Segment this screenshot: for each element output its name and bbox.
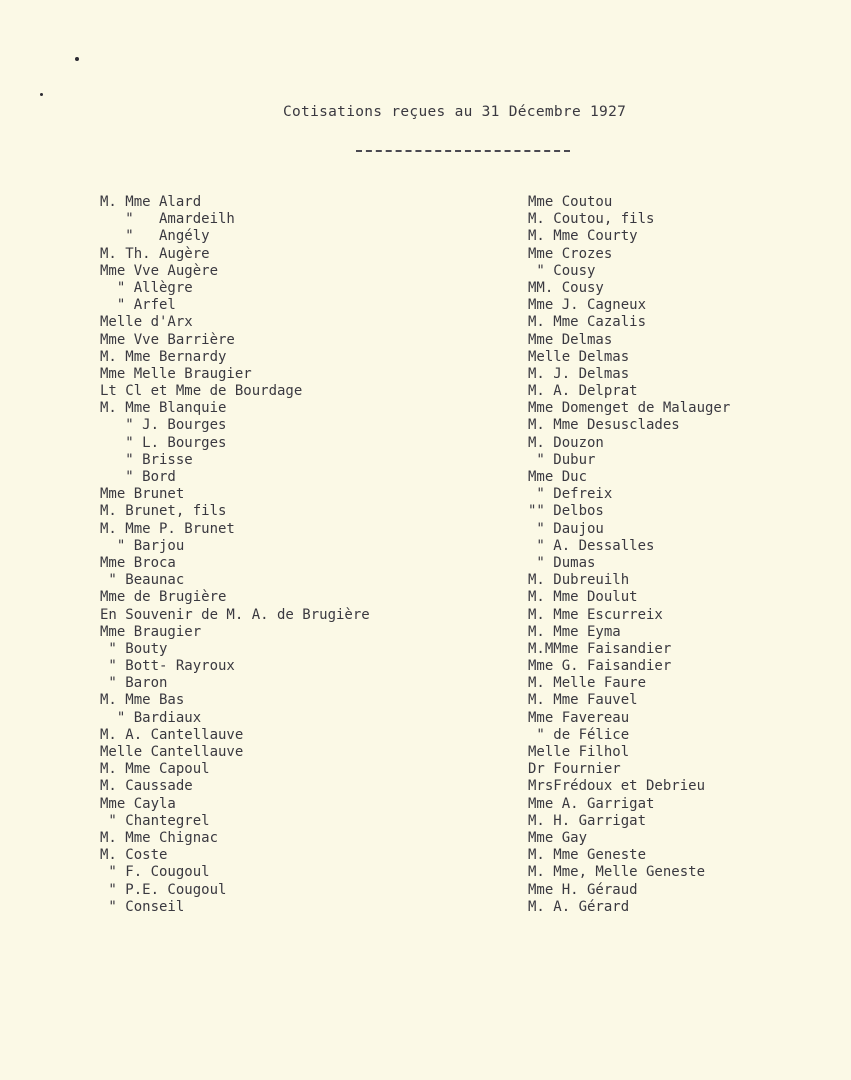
list-entry: M. Mme Blanquie (100, 400, 227, 417)
list-entry: Melle Cantellauve (100, 744, 244, 760)
list-entry: Mme H. Géraud (528, 881, 638, 898)
ink-speck (75, 57, 79, 61)
list-entry: M. Mme Bernardy (100, 348, 227, 365)
list-entry: " F. Cougoul (100, 864, 210, 881)
list-entry: Mme Braugier (100, 623, 202, 640)
list-entry: Melle d'Arx (100, 314, 193, 331)
list-entry: M. Mme, Melle Geneste (528, 864, 706, 881)
list-entry: " J. Bourges (100, 417, 227, 434)
list-entry: " Defreix (528, 486, 613, 503)
right-column-list (528, 194, 730, 916)
list-entry: " Cousy (528, 262, 596, 279)
list-entry: " de Félice (528, 726, 630, 743)
list-entry: M. Melle Faure (528, 675, 647, 692)
list-entry: M. Mme Alard (100, 194, 202, 210)
list-entry: M. Mme Cazalis (528, 314, 647, 331)
list-entry: " Angély (100, 228, 210, 245)
list-entry: " Bardiaux (100, 709, 202, 726)
document-title: Cotisations reçues au 31 Décembre 1927 (283, 104, 627, 120)
list-entry: " Dumas (528, 554, 596, 571)
list-entry: Lt Cl et Mme de Bourdage (100, 383, 303, 400)
list-entry: M. J. Delmas (528, 365, 630, 382)
list-entry: " Chantegrel (100, 812, 210, 829)
list-entry: " Bord (100, 469, 176, 485)
list-entry: M. A. Gérard (528, 898, 630, 915)
list-entry: Mme Domenget de Malauger (528, 400, 731, 417)
list-entry: M. Caussade (100, 778, 193, 795)
list-entry: M. Th. Augère (100, 245, 210, 262)
list-entry: " A. Dessalles (528, 537, 655, 554)
list-entry: M. Mme P. Brunet (100, 520, 235, 537)
list-entry: M. Mme Bas (100, 692, 185, 709)
list-entry: M. Mme Chignac (100, 829, 219, 846)
ink-speck (40, 93, 43, 96)
list-entry: "" Delbos (528, 503, 604, 520)
list-entry: Mme Brunet (100, 486, 185, 503)
list-entry: Mme J. Cagneux (528, 297, 647, 314)
left-column-list (100, 194, 370, 916)
list-entry: " Allègre (100, 279, 193, 296)
list-entry: MrsFrédoux et Debrieu (528, 778, 706, 795)
list-entry: M. A. Cantellauve (100, 726, 244, 743)
list-entry: M.MMme Faisandier (528, 640, 672, 657)
list-entry: Mme Coutou (528, 194, 613, 210)
list-entry: M. Mme Geneste (528, 847, 647, 864)
list-entry: Mme Cayla (100, 795, 176, 812)
list-entry: M. Mme Courty (528, 228, 638, 245)
list-entry: " Baron (100, 675, 168, 692)
list-entry: M. Mme Eyma (528, 623, 621, 640)
list-entry: " Dubur (528, 451, 596, 468)
list-entry: M. Coutou, fils (528, 211, 655, 228)
list-entry: Mme Vve Augère (100, 262, 219, 279)
list-entry: M. Douzon (528, 434, 604, 451)
list-entry: Mme G. Faisandier (528, 658, 672, 675)
list-entry: Mme Duc (528, 469, 588, 485)
list-entry: " Beaunac (100, 572, 185, 589)
list-entry: Mme Melle Braugier (100, 365, 252, 382)
list-entry: " Amardeilh (100, 211, 235, 228)
list-entry: M. Dubreuilh (528, 572, 630, 589)
list-entry: " Barjou (100, 537, 185, 554)
list-entry: " Arfel (100, 297, 176, 314)
list-entry: M. Mme Doulut (528, 589, 638, 606)
title-divider (356, 150, 570, 152)
list-entry: M. Mme Desusclades (528, 417, 680, 434)
list-entry: M. H. Garrigat (528, 812, 647, 829)
list-entry: M. A. Delprat (528, 383, 638, 400)
list-entry: M. Mme Escurreix (528, 606, 663, 623)
list-entry: Mme Vve Barrière (100, 331, 235, 348)
list-entry: " Bouty (100, 640, 168, 657)
list-entry: M. Mme Fauvel (528, 692, 638, 709)
list-entry: M. Brunet, fils (100, 503, 227, 520)
list-entry: " L. Bourges (100, 434, 227, 451)
list-entry: Melle Delmas (528, 348, 630, 365)
list-entry: M. Mme Capoul (100, 761, 210, 778)
list-entry: Mme A. Garrigat (528, 795, 655, 812)
list-entry: Mme Delmas (528, 331, 613, 348)
list-entry: " Bott- Rayroux (100, 658, 235, 675)
list-entry: Dr Fournier (528, 761, 621, 778)
list-entry: " Brisse (100, 451, 193, 468)
list-entry: Mme Crozes (528, 245, 613, 262)
list-entry: " P.E. Cougoul (100, 881, 227, 898)
list-entry: Mme Favereau (528, 709, 630, 726)
list-entry: En Souvenir de M. A. de Brugière (100, 606, 370, 623)
list-entry: Mme Broca (100, 554, 176, 571)
list-entry: Mme Gay (528, 829, 588, 846)
list-entry: " Conseil (100, 898, 185, 915)
list-entry: MM. Cousy (528, 279, 604, 296)
list-entry: Mme de Brugière (100, 589, 227, 606)
list-entry: " Daujou (528, 520, 604, 537)
list-entry: Melle Filhol (528, 744, 630, 760)
list-entry: M. Coste (100, 847, 168, 864)
